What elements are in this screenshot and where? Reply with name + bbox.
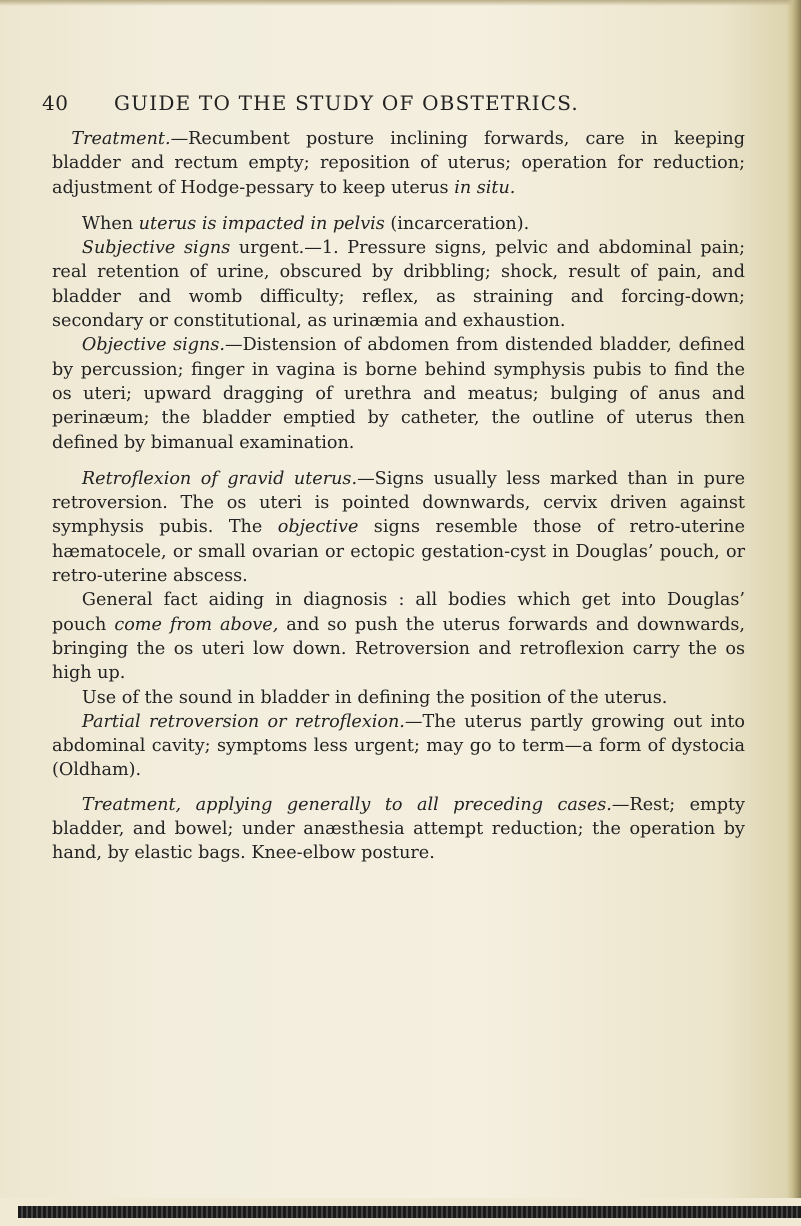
retroflexion-text-b: signs resemble those of retro-uterine hæmatocele, or small ovarian or ectopic gestation-cyst in Douglas’ pouch, or retro-uterine abscess. — [52, 517, 745, 587]
page-header — [32, 89, 767, 119]
lead-objective-signs: Objective signs. — [81, 335, 225, 356]
lead-treatment: Treatment. — [71, 129, 171, 149]
body-text — [52, 127, 745, 866]
general-fact-italic: come from above, — [114, 614, 279, 635]
paragraph-subjective-signs — [52, 236, 745, 333]
page-bottom-edge — [18, 1206, 801, 1218]
lead-subjective-signs: Subjective signs — [81, 238, 231, 259]
paragraph-treatment — [52, 127, 745, 200]
treatment-text: —Recumbent posture inclining forwards, care in keeping bladder and rectum empty; reposition of uterus; operation for reduction; adjustment of Hodge-pessary to keep uterus — [52, 129, 745, 198]
page-binding-edge — [787, 0, 801, 1226]
treatment-italic-end: in situ. — [454, 177, 516, 198]
paragraph-impacted-uterus — [52, 212, 745, 236]
paragraph-objective-signs — [52, 333, 745, 454]
treatment-general-text: —Rest; empty bladder, and bowel; under anæsthesia attempt reduction; the operation by hand, by elastic bags. Knee-elbow posture. — [52, 794, 745, 864]
subjective-signs-text: urgent.—1. Pressure signs, pelvic and abdominal pain; real retention of urine, obscured by dribbling; shock, result of pain, and bladder and womb difficulty; reflex, as straining and forcing-down; secondary or constitutional, as urinæmia and exhaustion. — [52, 238, 745, 332]
general-fact-text-a: General fact aiding in diagnosis : all bodies which get into Douglas’ pouch — [52, 590, 745, 635]
retroflexion-italic: objective — [277, 517, 359, 538]
impacted-italic: uterus is impacted in pelvis — [138, 213, 385, 234]
page-number: 40 — [42, 91, 69, 115]
paragraph-retroflexion — [52, 467, 745, 588]
running-head: GUIDE TO THE STUDY OF OBSTETRICS. — [114, 91, 579, 115]
paragraph-treatment-general — [52, 793, 745, 866]
paragraph-general-fact — [52, 588, 745, 685]
lead-partial-retroversion: Partial retroversion or retroflexion. — [81, 711, 405, 732]
retroflexion-text-a: —Signs usually less marked than in pure retroversion. The os uteri is pointed downwards, cervix driven against symphysis pubis. The — [52, 468, 745, 538]
paragraph-partial-retroversion — [52, 710, 745, 783]
lead-retroflexion: Retroflexion of gravid uterus. — [81, 468, 358, 489]
general-fact-text-b: and so push the uterus forwards and downwards, bringing the os uteri low down. Retroversion and retroflexion carry the os high up. — [52, 614, 745, 684]
paragraph-sound-use — [52, 686, 745, 710]
impacted-post: (incarceration). — [384, 213, 530, 234]
lead-treatment-general: Treatment, applying generally to all preceding cases. — [81, 794, 612, 815]
page-top-shadow — [0, 0, 801, 6]
impacted-pre: When — [81, 213, 139, 234]
objective-signs-text: —Distension of abdomen from distended bladder, defined by percussion; finger in vagina is borne behind symphysis pubis to find the os uteri; upward dragging of urethra and meatus; bulging of anus and perinæum; the bladder emptied by catheter, the outline of uterus then defined by bimanual examination. — [52, 335, 745, 453]
sound-use-text: Use of the sound in bladder in defining the position of the uterus. — [81, 687, 668, 708]
partial-retroversion-text: —The uterus partly growing out into abdominal cavity; symptoms less urgent; may go to term—a form of dystocia (Oldham). — [52, 711, 745, 781]
